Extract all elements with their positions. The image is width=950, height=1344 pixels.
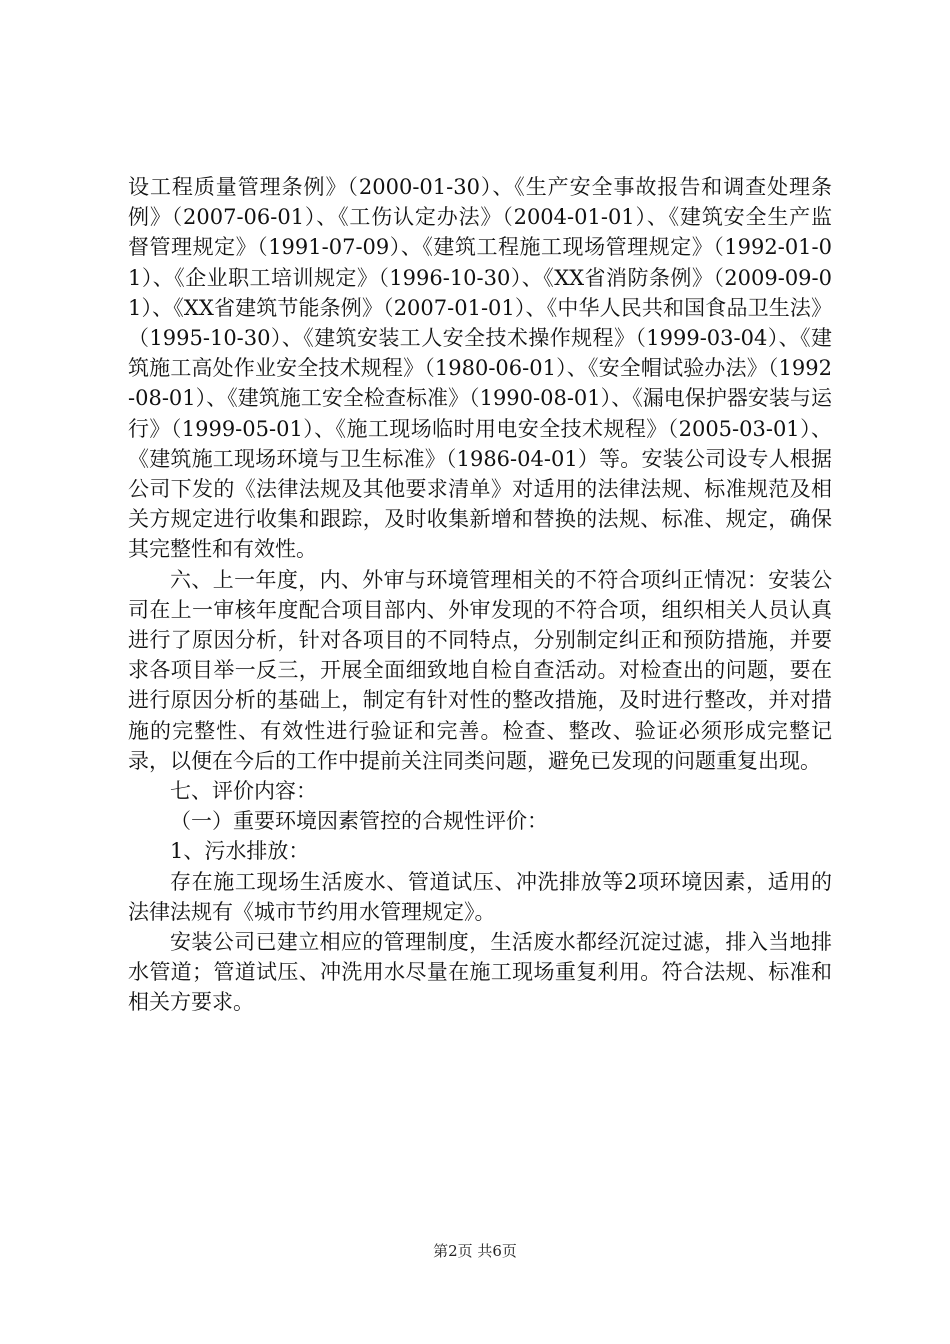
heading-item-1: 1、污水排放： <box>170 839 310 864</box>
paragraph-item-1-factors: 存在施工现场生活废水、管道试压、冲洗排放等2项环境因素，适用的法律法规有《城市节约用水管理规定》。 <box>128 869 832 924</box>
heading-section-7: 七、评价内容： <box>170 779 317 804</box>
document-body <box>128 172 832 1018</box>
paragraph-laws-list: 设工程质量管理条例》（2000-01-30）、《生产安全事故报告和调查处理条例》（2007-06-01）、《工伤认定办法》（2004-01-01）、《建筑安全生产监督管理规定》（1991-07-09）、《建筑工程施工现场管理规定》（1992-01-01）、《企业职工培训规定》（1996-10-30）、《XX省消防条例》（2009-09-01）、《XX省建筑节能条例》（2007-01-01）、《中华人民共和国食品卫生法》（1995-10-30）、《建筑安装工人安全技术操作规程》（1999-03-04）、《建筑施工高处作业安全技术规程》（1980-06-01）、《安全帽试验办法》（1992-08-01）、《建筑施工安全检查标准》（1990-08-01）、《漏电保护器安装与运行》（1999-05-01）、《施工现场临时用电安全技术规程》（2005-03-01）、《建筑施工现场环境与卫生标准》（1986-04-01）等。安装公司设专人根据公司下发的《法律法规及其他要求清单》对适用的法律法规、标准规范及相关方规定进行收集和跟踪，及时收集新增和替换的法规、标准、规定，确保其完整性和有效性。 <box>128 175 832 562</box>
page-footer: 第2页 共6页 <box>433 1242 517 1260</box>
paragraph-item-1-measures: 安装公司已建立相应的管理制度，生活废水都经沉淀过滤，排入当地排水管道；管道试压、冲洗用水尽量在施工现场重复利用。符合法规、标准和相关方要求。 <box>128 930 832 1015</box>
heading-subsection-1: （一）重要环境因素管控的合规性评价： <box>170 809 548 834</box>
paragraph-section-6: 六、上一年度，内、外审与环境管理相关的不符合项纠正情况：安装公司在上一审核年度配合项目部内、外审发现的不符合项，组织相关人员认真进行了原因分析，针对各项目的不同特点，分别制定纠正和预防措施，并要求各项目举一反三，开展全面细致地自检自查活动。对检查出的问题，要在进行原因分析的基础上，制定有针对性的整改措施，及时进行整改，并对措施的完整性、有效性进行验证和完善。检查、整改、验证必须形成完整记录，以便在今后的工作中提前关注同类问题，避免已发现的问题重复出现。 <box>128 567 832 773</box>
